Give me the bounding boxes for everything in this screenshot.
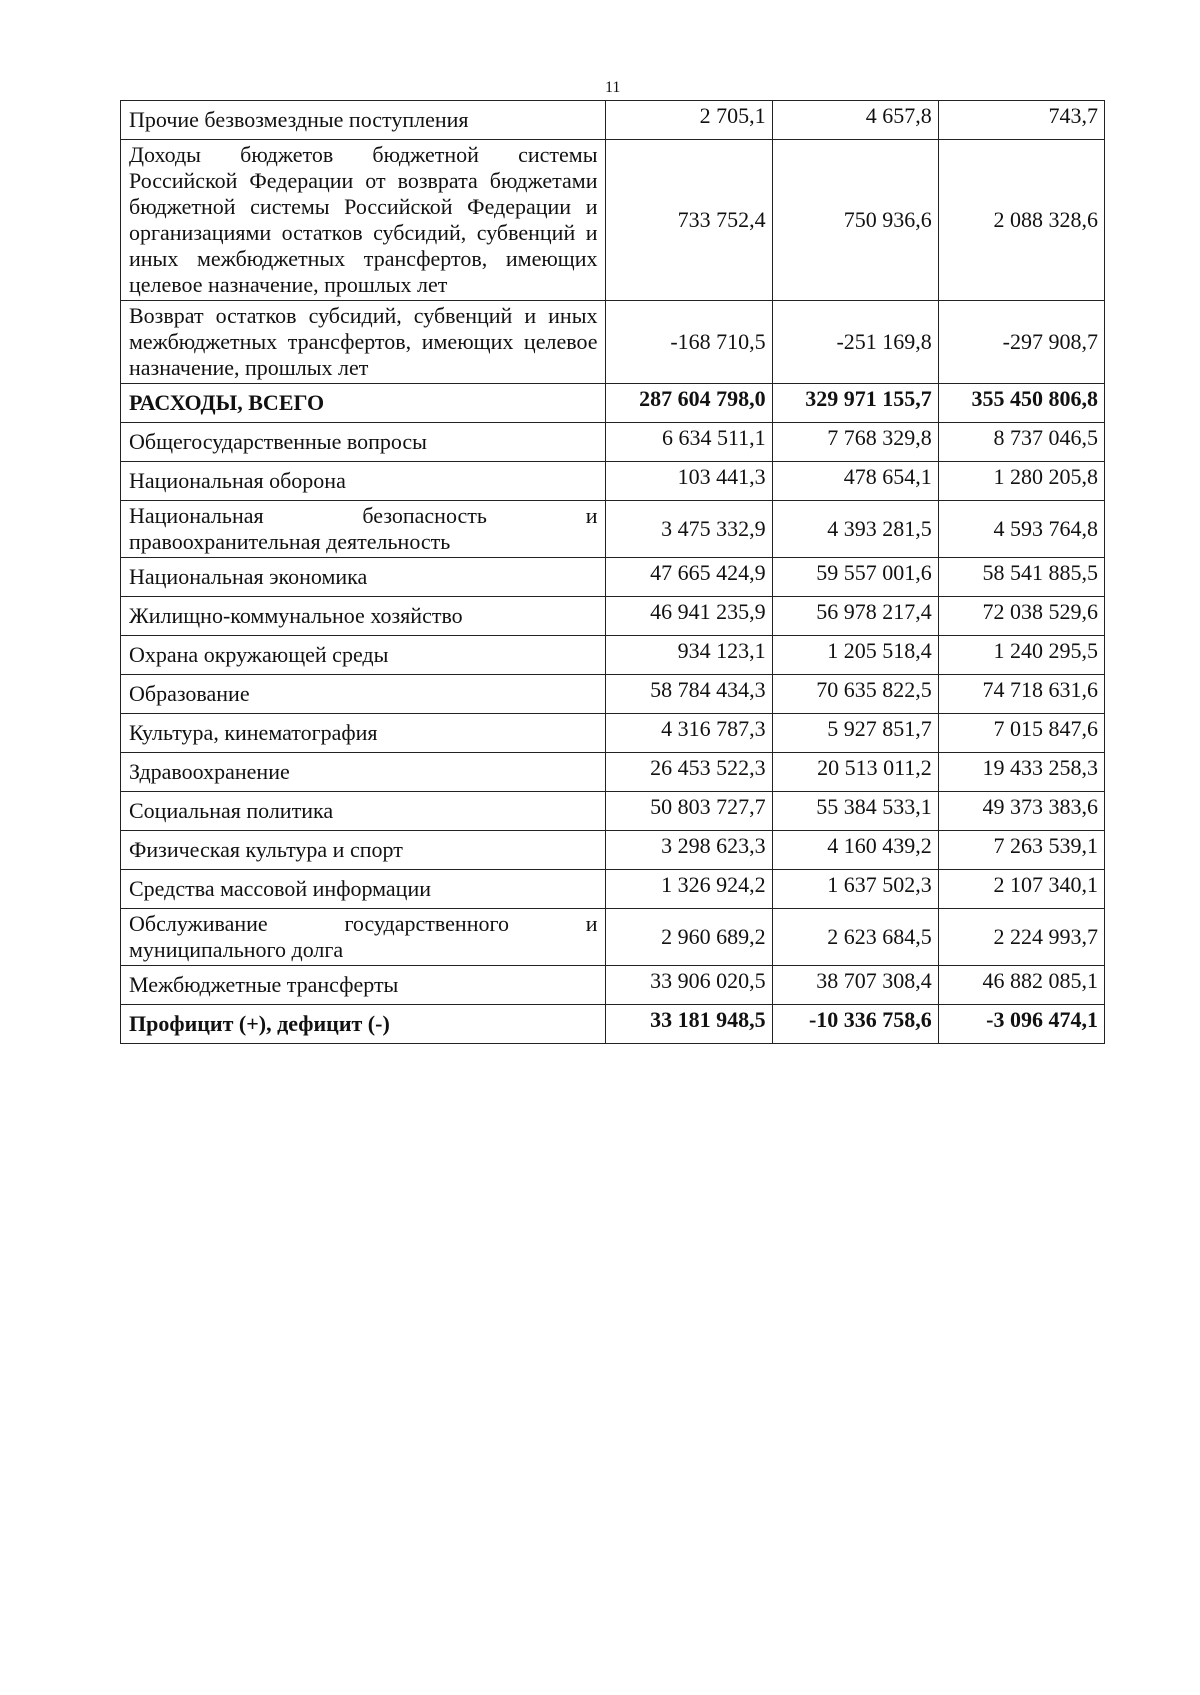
value-cell: 2 088 328,6 (938, 140, 1104, 301)
value-cell: 1 280 205,8 (938, 462, 1104, 501)
table-row-balance (121, 1005, 1105, 1044)
row-label: Межбюджетные трансферты (121, 966, 606, 1005)
value-cell: 103 441,3 (606, 462, 772, 501)
value-cell: 3 298 623,3 (606, 831, 772, 870)
value-cell: 19 433 258,3 (938, 753, 1104, 792)
value-cell: 38 707 308,4 (772, 966, 938, 1005)
table-row (121, 909, 1105, 966)
value-cell: 55 384 533,1 (772, 792, 938, 831)
value-cell: 59 557 001,6 (772, 558, 938, 597)
value-cell: 7 263 539,1 (938, 831, 1104, 870)
value-cell: 56 978 217,4 (772, 597, 938, 636)
table-row (121, 101, 1105, 140)
table-row (121, 462, 1105, 501)
page-number: 11 (605, 79, 621, 96)
value-cell: 3 475 332,9 (606, 501, 772, 558)
value-cell: 1 637 502,3 (772, 870, 938, 909)
value-cell: 26 453 522,3 (606, 753, 772, 792)
table-row (121, 636, 1105, 675)
value-cell: 72 038 529,6 (938, 597, 1104, 636)
value-cell: 5 927 851,7 (772, 714, 938, 753)
row-label: Обслуживание государственного и муниципального долга (121, 909, 606, 966)
table-row (121, 140, 1105, 301)
table-row (121, 831, 1105, 870)
value-cell: 750 936,6 (772, 140, 938, 301)
value-cell: 58 784 434,3 (606, 675, 772, 714)
value-cell: 934 123,1 (606, 636, 772, 675)
value-cell: 33 906 020,5 (606, 966, 772, 1005)
table-row (121, 501, 1105, 558)
value-cell: 47 665 424,9 (606, 558, 772, 597)
table-row (121, 597, 1105, 636)
value-cell: -297 908,7 (938, 301, 1104, 384)
value-cell: 2 705,1 (606, 101, 772, 140)
value-cell: 1 240 295,5 (938, 636, 1104, 675)
row-label: Национальная безопасность и правоохранительная деятельность (121, 501, 606, 558)
row-label: Общегосударственные вопросы (121, 423, 606, 462)
value-cell: 329 971 155,7 (772, 384, 938, 423)
row-label: Жилищно-коммунальное хозяйство (121, 597, 606, 636)
table-row (121, 423, 1105, 462)
row-label: Профицит (+), дефицит (-) (121, 1005, 606, 1044)
row-label: Прочие безвозмездные поступления (121, 101, 606, 140)
value-cell: 58 541 885,5 (938, 558, 1104, 597)
table-row (121, 966, 1105, 1005)
value-cell: 2 960 689,2 (606, 909, 772, 966)
value-cell: 33 181 948,5 (606, 1005, 772, 1044)
value-cell: 6 634 511,1 (606, 423, 772, 462)
row-label: Охрана окружающей среды (121, 636, 606, 675)
budget-table (120, 100, 1105, 1044)
value-cell: 20 513 011,2 (772, 753, 938, 792)
value-cell: 2 623 684,5 (772, 909, 938, 966)
table-row (121, 301, 1105, 384)
row-label: Здравоохранение (121, 753, 606, 792)
value-cell: 70 635 822,5 (772, 675, 938, 714)
value-cell: 46 941 235,9 (606, 597, 772, 636)
value-cell: 743,7 (938, 101, 1104, 140)
value-cell: 4 160 439,2 (772, 831, 938, 870)
value-cell: -3 096 474,1 (938, 1005, 1104, 1044)
value-cell: 2 224 993,7 (938, 909, 1104, 966)
value-cell: 74 718 631,6 (938, 675, 1104, 714)
value-cell: 287 604 798,0 (606, 384, 772, 423)
row-label: РАСХОДЫ, ВСЕГО (121, 384, 606, 423)
value-cell: -10 336 758,6 (772, 1005, 938, 1044)
value-cell: 4 593 764,8 (938, 501, 1104, 558)
value-cell: 4 316 787,3 (606, 714, 772, 753)
row-label: Национальная экономика (121, 558, 606, 597)
table-row (121, 558, 1105, 597)
value-cell: -251 169,8 (772, 301, 938, 384)
row-label: Культура, кинематография (121, 714, 606, 753)
table-row (121, 870, 1105, 909)
value-cell: 2 107 340,1 (938, 870, 1104, 909)
row-label: Национальная оборона (121, 462, 606, 501)
table-row (121, 675, 1105, 714)
row-label: Физическая культура и спорт (121, 831, 606, 870)
table-row (121, 714, 1105, 753)
value-cell: 8 737 046,5 (938, 423, 1104, 462)
table-row (121, 792, 1105, 831)
value-cell: 7 015 847,6 (938, 714, 1104, 753)
value-cell: 733 752,4 (606, 140, 772, 301)
value-cell: 4 393 281,5 (772, 501, 938, 558)
value-cell: 4 657,8 (772, 101, 938, 140)
row-label: Образование (121, 675, 606, 714)
row-label: Средства массовой информации (121, 870, 606, 909)
value-cell: 49 373 383,6 (938, 792, 1104, 831)
row-label: Возврат остатков субсидий, субвенций и иных межбюджетных трансфертов, имеющих целевое назначение, прошлых лет (121, 301, 606, 384)
value-cell: 46 882 085,1 (938, 966, 1104, 1005)
value-cell: 355 450 806,8 (938, 384, 1104, 423)
value-cell: 7 768 329,8 (772, 423, 938, 462)
value-cell: 1 326 924,2 (606, 870, 772, 909)
value-cell: -168 710,5 (606, 301, 772, 384)
table-row-total (121, 384, 1105, 423)
value-cell: 50 803 727,7 (606, 792, 772, 831)
value-cell: 478 654,1 (772, 462, 938, 501)
value-cell: 1 205 518,4 (772, 636, 938, 675)
row-label: Социальная политика (121, 792, 606, 831)
table-row (121, 753, 1105, 792)
row-label: Доходы бюджетов бюджетной системы Российской Федерации от возврата бюджетами бюджетной системы Российской Федерации и организациями остатков субсидий, субвенций и иных межбюджетных трансфертов, имеющих целевое назначение, прошлых лет (121, 140, 606, 301)
